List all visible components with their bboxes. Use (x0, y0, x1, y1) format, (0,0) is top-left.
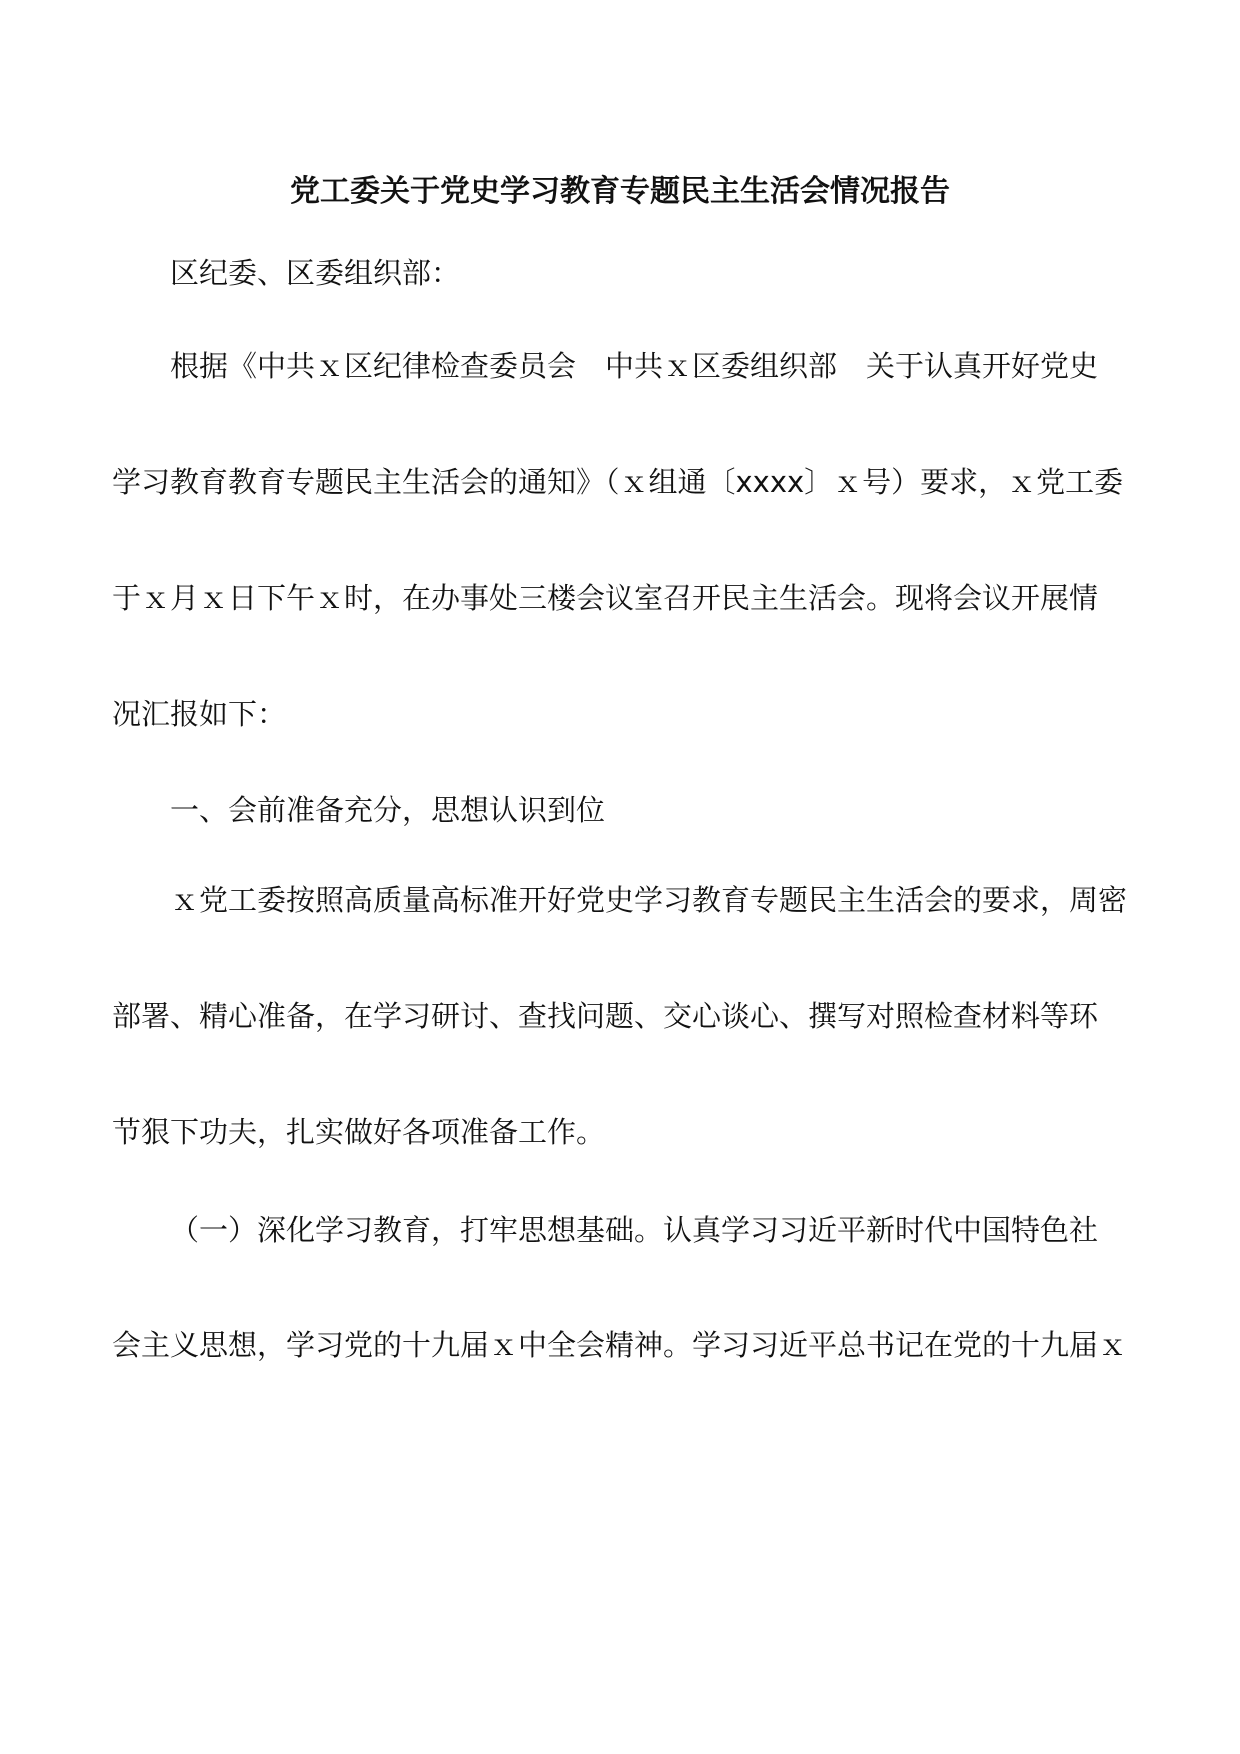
paragraph-2-line-3: 节狠下功夫，扎实做好各项准备工作。 (112, 1115, 606, 1149)
paragraph-3-line-2: 会主义思想，学习党的十九届ｘ中全会精神。学习习近平总书记在党的十九届ｘ (112, 1328, 1128, 1362)
paragraph-2-line-2: 部署、精心准备，在学习研讨、查找问题、交心谈心、撰写对照检查材料等环 (112, 999, 1099, 1033)
section-1-heading: 一、会前准备充分，思想认识到位 (170, 793, 606, 827)
paragraph-1-line-2: 学习教育教育专题民主生活会的通知》（ｘ组通〔xxxx〕ｘ号）要求，ｘ党工委 (112, 465, 1124, 499)
paragraph-1-line-4: 况汇报如下： (112, 697, 287, 731)
paragraph-3-line-1: （一）深化学习教育，打牢思想基础。认真学习习近平新时代中国特色社 (170, 1213, 1099, 1247)
addressee: 区纪委、区委组织部： (170, 256, 461, 290)
paragraph-1-line-1: 根据《中共ｘ区纪律检查委员会 中共ｘ区委组织部 关于认真开好党史 (170, 349, 1099, 383)
paragraph-2-line-1: ｘ党工委按照高质量高标准开好党史学习教育专题民主生活会的要求，周密 (170, 883, 1128, 917)
document-title: 党工委关于党史学习教育专题民主生活会情况报告 (290, 174, 950, 209)
paragraph-1-line-3: 于ｘ月ｘ日下午ｘ时，在办事处三楼会议室召开民主生活会。现将会议开展情 (112, 581, 1099, 615)
